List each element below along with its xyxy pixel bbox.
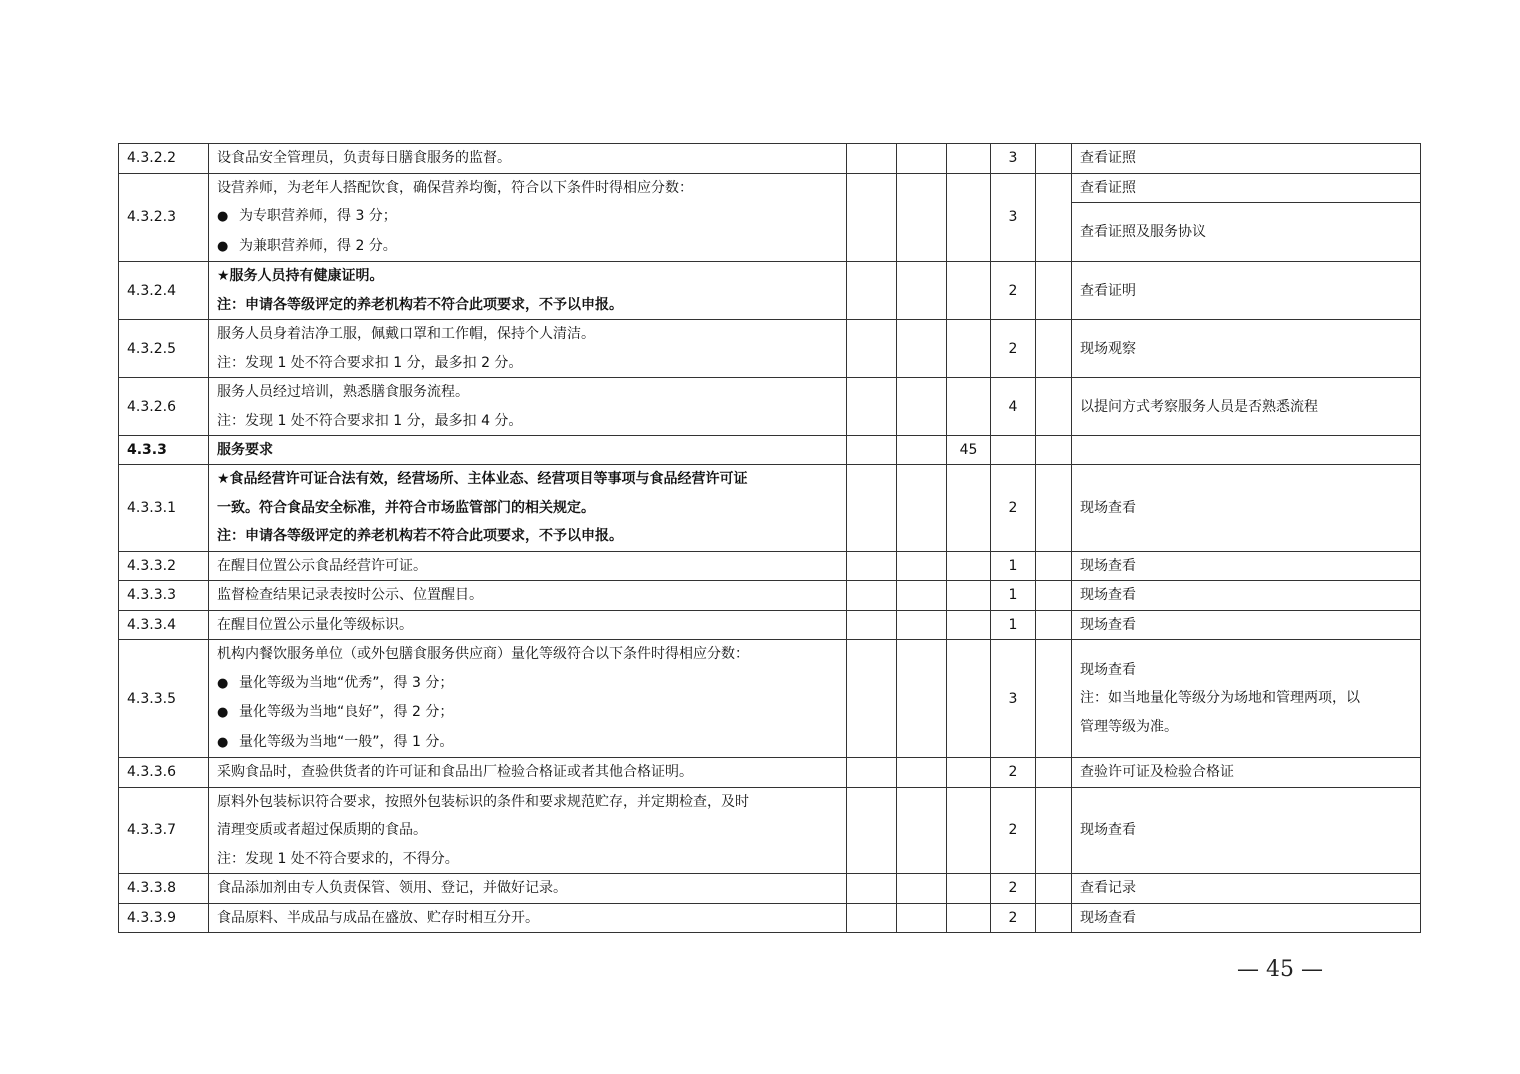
item-method: 现场查看 (1072, 581, 1421, 611)
table-row (119, 874, 1421, 904)
section-row (119, 436, 1421, 465)
item-score: 2 (991, 787, 1036, 874)
item-code: 4.3.2.5 (119, 320, 209, 378)
section-subtotal: 45 (947, 436, 991, 465)
table-row (119, 465, 1421, 552)
item-score: 2 (991, 262, 1036, 320)
table-row (119, 378, 1421, 436)
item-requirement: 采购食品时，查验供货者的许可证和食品出厂检验合格证或者其他合格证明。 (209, 758, 847, 788)
table-row (119, 581, 1421, 611)
item-method: 以提问方式考察服务人员是否熟悉流程 (1072, 378, 1421, 436)
item-requirement: 食品原料、半成品与成品在盛放、贮存时相互分开。 (209, 903, 847, 933)
item-requirement: 原料外包装标识符合要求，按照外包装标识的条件和要求规范贮存，并定期检查，及时 清理变质或者超过保质期的食品。 注：发现 1 处不符合要求的，不得分。 (209, 787, 847, 874)
item-method: 现场查看 (1072, 465, 1421, 552)
item-score: 1 (991, 581, 1036, 611)
item-score: 4 (991, 378, 1036, 436)
page-number: — 45 — (1237, 957, 1323, 982)
item-score: 2 (991, 874, 1036, 904)
table-row (119, 144, 1421, 174)
item-score: 1 (991, 610, 1036, 640)
item-method: 现场查看 (1072, 551, 1421, 581)
table-row (119, 320, 1421, 378)
table-row (119, 610, 1421, 640)
item-method: 查看证明 (1072, 262, 1421, 320)
item-requirement: 服务人员身着洁净工服，佩戴口罩和工作帽，保持个人清洁。 注：发现 1 处不符合要求扣 1 分，最多扣 2 分。 (209, 320, 847, 378)
item-code: 4.3.3.6 (119, 758, 209, 788)
item-code: 4.3.3.9 (119, 903, 209, 933)
item-requirement: 在醒目位置公示量化等级标识。 (209, 610, 847, 640)
item-method: 现场查看 (1072, 903, 1421, 933)
item-requirement: 机构内餐饮服务单位（或外包膳食服务供应商）量化等级符合以下条件时得相应分数： ● 量化等级为当地“优秀”，得 3 分； ● 量化等级为当地“良好”，得 2 分； ● 量化等级为当地“一般”，得 1 分。 (209, 640, 847, 758)
item-method: 查验许可证及检验合格证 (1072, 758, 1421, 788)
item-score: 2 (991, 903, 1036, 933)
item-method: 查看证照 (1072, 144, 1421, 174)
item-score: 2 (991, 465, 1036, 552)
item-score: 2 (991, 758, 1036, 788)
item-requirement: 监督检查结果记录表按时公示、位置醒目。 (209, 581, 847, 611)
item-method: 现场查看 注：如当地量化等级分为场地和管理两项，以 管理等级为准。 (1072, 640, 1421, 758)
item-code: 4.3.3.1 (119, 465, 209, 552)
table-row (119, 173, 1421, 203)
item-code: 4.3.3.7 (119, 787, 209, 874)
table-row (119, 262, 1421, 320)
item-score: 1 (991, 551, 1036, 581)
item-requirement: 食品添加剂由专人负责保管、领用、登记，并做好记录。 (209, 874, 847, 904)
item-code: 4.3.3.3 (119, 581, 209, 611)
item-code: 4.3.2.3 (119, 173, 209, 262)
item-requirement: ★食品经营许可证合法有效，经营场所、主体业态、经营项目等事项与食品经营许可证 一致。符合食品安全标准，并符合市场监管部门的相关规定。 注：申请各等级评定的养老机构若不符合此项要求，不予以申报。 (209, 465, 847, 552)
item-requirement: 设营养师，为老年人搭配饮食，确保营养均衡，符合以下条件时得相应分数： ● 为专职营养师，得 3 分； ● 为兼职营养师，得 2 分。 (209, 173, 847, 262)
item-score: 2 (991, 320, 1036, 378)
table-row (119, 640, 1421, 758)
item-requirement: 在醒目位置公示食品经营许可证。 (209, 551, 847, 581)
item-method: 现场查看 (1072, 610, 1421, 640)
item-method: 现场查看 (1072, 787, 1421, 874)
item-method: 现场观察 (1072, 320, 1421, 378)
item-requirement: 设食品安全管理员，负责每日膳食服务的监督。 (209, 144, 847, 174)
item-method: 查看记录 (1072, 874, 1421, 904)
section-code: 4.3.3 (119, 436, 209, 465)
item-code: 4.3.3.5 (119, 640, 209, 758)
item-score: 3 (991, 640, 1036, 758)
item-method: 查看证照及服务协议 (1072, 203, 1421, 262)
section-title: 服务要求 (209, 436, 847, 465)
item-requirement: ★服务人员持有健康证明。 注：申请各等级评定的养老机构若不符合此项要求，不予以申报。 (209, 262, 847, 320)
item-score: 3 (991, 144, 1036, 174)
item-code: 4.3.2.6 (119, 378, 209, 436)
item-code: 4.3.2.2 (119, 144, 209, 174)
table-row (119, 787, 1421, 874)
item-method: 查看证照 (1072, 173, 1421, 203)
table-row (119, 551, 1421, 581)
item-requirement: 服务人员经过培训，熟悉膳食服务流程。 注：发现 1 处不符合要求扣 1 分，最多扣 4 分。 (209, 378, 847, 436)
item-code: 4.3.3.2 (119, 551, 209, 581)
item-code: 4.3.3.4 (119, 610, 209, 640)
table-row (119, 758, 1421, 788)
item-code: 4.3.3.8 (119, 874, 209, 904)
evaluation-table (118, 143, 1421, 933)
item-code: 4.3.2.4 (119, 262, 209, 320)
item-score: 3 (991, 173, 1036, 262)
table-row (119, 903, 1421, 933)
